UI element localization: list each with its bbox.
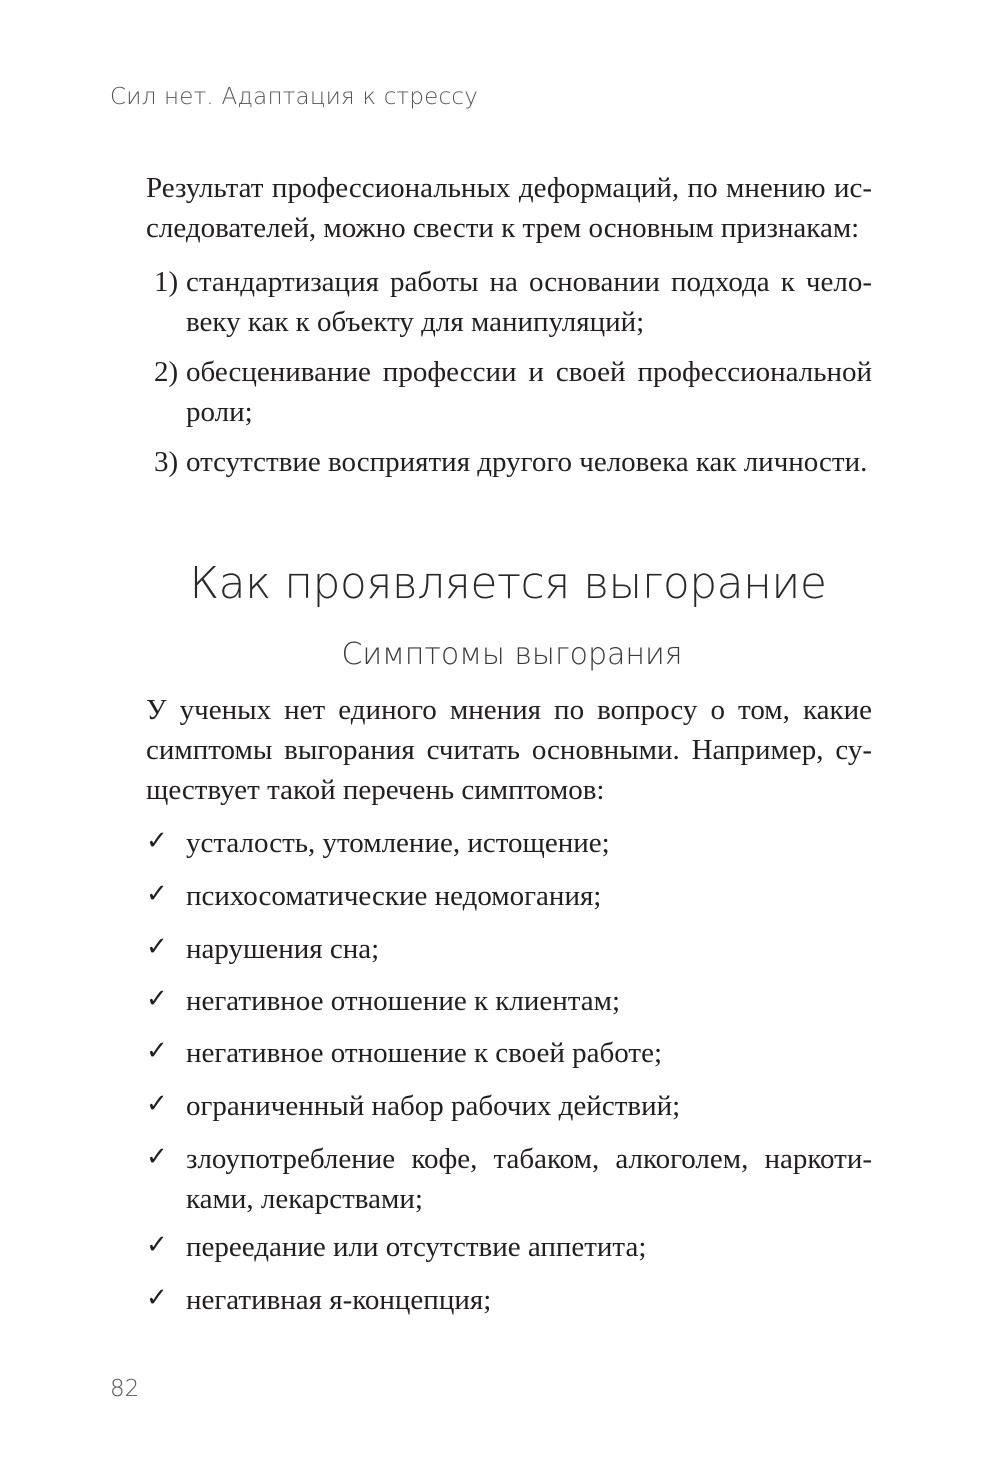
list-item-line: роли;	[186, 396, 253, 428]
list-item-line: отсутствие восприятия другого человека как личности.	[186, 446, 868, 478]
list-item-line: психосоматические недомогания;	[186, 880, 602, 912]
paragraph-line: симптомы выгорания считать основными. Например, су-	[146, 734, 872, 766]
checkmark-icon: ✓	[146, 984, 168, 1014]
list-item-line: злоупотребление кофе, табаком, алкоголем, наркоти-	[186, 1143, 872, 1175]
list-item-line: веку как к объекту для манипуляций;	[186, 306, 645, 338]
paragraph-line: Результат профессиональных деформаций, по мнению ис-	[146, 172, 872, 204]
list-item-line: стандартизация работы на основании подхода к чело-	[186, 266, 872, 298]
checkmark-icon: ✓	[146, 879, 168, 909]
list-item-line: негативное отношение к своей работе;	[186, 1037, 663, 1069]
paragraph-line: следователей, можно свести к трем основным признакам:	[146, 212, 860, 244]
checkmark-icon: ✓	[146, 1036, 168, 1066]
list-item-line: нарушения сна;	[186, 933, 380, 965]
checkmark-icon: ✓	[146, 1283, 168, 1313]
checkmark-icon: ✓	[146, 826, 168, 856]
list-item-line: негативное отношение к клиентам;	[186, 985, 621, 1017]
section-title: Как проявляется выгорание	[189, 558, 827, 609]
page-number: 82	[110, 1376, 140, 1402]
symptoms-paragraph	[146, 690, 872, 810]
checkmark-icon: ✓	[146, 932, 168, 962]
subsection-title: Симптомы выгорания	[341, 637, 683, 672]
checkmark-icon: ✓	[146, 1142, 168, 1172]
checkmark-icon: ✓	[146, 1230, 168, 1260]
paragraph-line: ществует такой перечень симптомов:	[146, 774, 605, 806]
list-item-line: переедание или отсутствие аппетита;	[186, 1231, 647, 1263]
intro-paragraph	[146, 168, 872, 248]
list-item-line: ограниченный набор рабочих действий;	[186, 1090, 681, 1122]
running-head: Сил нет. Адаптация к стрессу	[110, 84, 479, 110]
list-marker: 1)	[154, 266, 179, 298]
list-item-line: негативная я-концепция;	[186, 1284, 492, 1316]
list-item-line: усталость, утомление, истощение;	[186, 827, 610, 859]
list-item-line: ками, лекарствами;	[186, 1183, 423, 1215]
list-marker: 3)	[154, 446, 179, 478]
paragraph-line: У ученых нет единого мнения по вопросу о том, какие	[146, 694, 872, 726]
list-item-line: обесценивание профессии и своей профессиональной	[186, 356, 872, 388]
checkmark-icon: ✓	[146, 1089, 168, 1119]
list-marker: 2)	[154, 356, 179, 388]
